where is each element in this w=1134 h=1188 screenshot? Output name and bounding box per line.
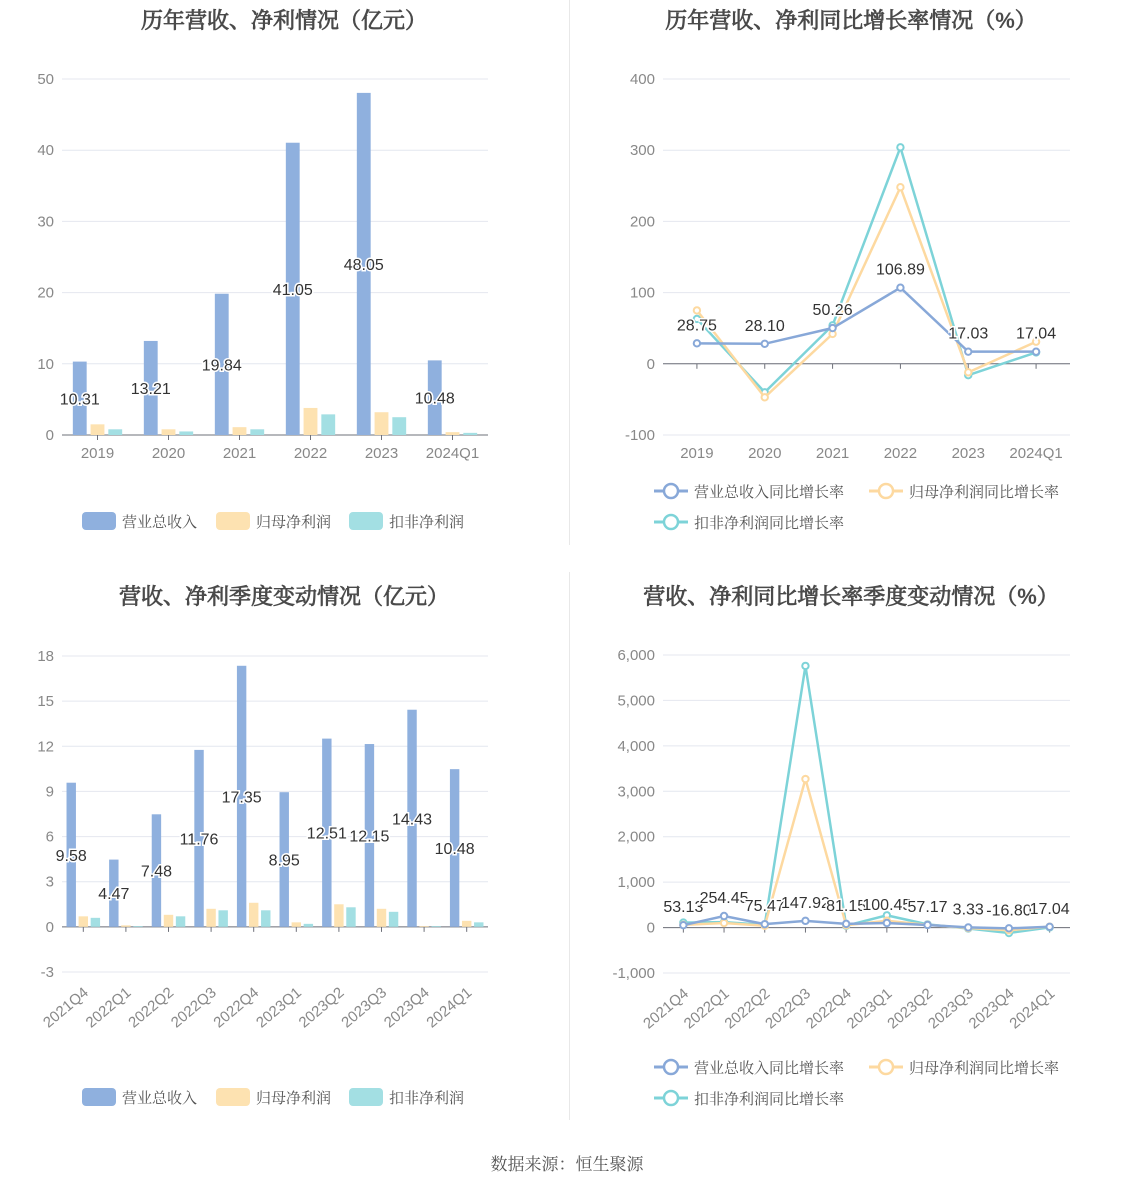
data-label: 19.84 [201, 357, 242, 375]
chart-title: 历年营收、净利同比增长率情况（%） [665, 8, 1037, 33]
y-tick-label: 15 [37, 693, 54, 711]
data-label: 3.33 [952, 901, 984, 919]
data-point [694, 307, 700, 313]
data-label: 147.92 [780, 894, 830, 912]
data-point [802, 663, 808, 669]
data-label: 41.05 [272, 281, 313, 299]
y-tick-label: 4,000 [617, 737, 655, 755]
bar [108, 429, 122, 435]
legend-swatch [349, 1088, 383, 1106]
x-tick-label: 2022 [293, 445, 328, 462]
y-tick-label: 3,000 [617, 783, 655, 801]
x-tick-label: 2023Q2 [884, 985, 937, 1033]
data-label: 81.15 [826, 897, 867, 915]
y-tick-label: 30 [37, 213, 54, 231]
bar [346, 907, 355, 927]
legend-label: 营业总收入同比增长率 [694, 484, 845, 501]
legend-marker [664, 484, 678, 498]
y-tick-label: 0 [45, 918, 54, 936]
legend-marker [664, 1060, 678, 1074]
y-tick-label: -1,000 [612, 965, 655, 982]
chart-title: 历年营收、净利情况（亿元） [140, 8, 427, 33]
data-label: 12.51 [306, 825, 347, 843]
data-label: 57.17 [907, 898, 948, 916]
legend-swatch [216, 1088, 250, 1106]
bar [233, 427, 247, 435]
data-point [1006, 925, 1012, 931]
data-point [802, 776, 808, 782]
panel-quarter-line [568, 570, 1134, 1120]
y-tick-label: 20 [37, 284, 54, 302]
x-tick-label: 2024Q1 [1006, 985, 1059, 1033]
data-point [897, 184, 903, 190]
data-label: 13.21 [130, 380, 171, 398]
bar [206, 909, 215, 927]
panel-quarter-bar [0, 570, 568, 1120]
bar [261, 910, 270, 927]
x-tick-label: 2021Q4 [640, 985, 692, 1033]
bar [218, 910, 227, 927]
y-tick-label: 50 [37, 71, 54, 88]
x-tick-label: 2022Q2 [125, 984, 178, 1032]
x-tick-label: 2024Q1 [425, 445, 480, 462]
y-tick-label: 2,000 [617, 828, 655, 846]
y-tick-label: 300 [629, 142, 655, 160]
bar [321, 414, 335, 435]
vertical-divider-bottom [569, 572, 570, 1120]
legend-label: 营业总收入同比增长率 [694, 1060, 845, 1077]
data-point [897, 284, 903, 290]
data-label: 4.47 [98, 886, 130, 904]
data-point [762, 921, 768, 927]
legend-swatch [82, 1088, 116, 1106]
quarter-line-chart [568, 570, 1134, 1120]
data-point [965, 348, 971, 354]
bar [375, 412, 389, 435]
bar [91, 918, 100, 927]
x-tick-label: 2023Q3 [924, 985, 977, 1033]
bar [249, 903, 258, 927]
data-point [924, 922, 930, 928]
legend-label: 归母净利润同比增长率 [909, 1060, 1060, 1077]
x-tick-label: 2020 [748, 445, 782, 462]
x-tick-label: 2023Q4 [965, 985, 1018, 1033]
bar [304, 408, 318, 435]
bar [431, 926, 440, 927]
x-tick-label: 2020 [151, 445, 186, 462]
x-tick-label: 2021 [222, 445, 257, 462]
x-tick-label: 2022 [883, 445, 918, 462]
legend-marker [879, 484, 893, 498]
legend-marker [879, 1060, 893, 1074]
bar [377, 909, 386, 927]
bar [179, 431, 193, 435]
y-tick-label: 1,000 [617, 874, 655, 892]
data-label: 53.13 [663, 899, 704, 917]
data-label: 7.48 [140, 863, 173, 881]
y-tick-label: -3 [40, 964, 54, 981]
vertical-divider-top [569, 0, 570, 545]
y-tick-label: 100 [629, 284, 655, 302]
x-tick-label: 2023Q1 [843, 985, 896, 1033]
data-label: 48.05 [343, 256, 384, 274]
bar [463, 433, 477, 435]
bar [474, 922, 483, 927]
bar [176, 916, 185, 927]
x-tick-label: 2023 [951, 445, 985, 462]
y-tick-label: 6,000 [617, 647, 655, 664]
x-tick-label: 2022Q4 [210, 984, 263, 1032]
x-tick-label: 2024Q1 [423, 984, 476, 1032]
data-point [721, 920, 727, 926]
legend-label: 营业总收入 [122, 514, 198, 531]
data-label: 75.47 [744, 898, 785, 916]
y-tick-label: 10 [37, 355, 54, 373]
x-tick-label: 2023Q2 [295, 984, 348, 1032]
data-label: 28.10 [744, 317, 785, 335]
panel-annual-line [568, 0, 1134, 545]
data-label: 10.48 [414, 390, 455, 408]
data-point [897, 144, 903, 150]
data-point [965, 369, 971, 375]
bar [446, 432, 460, 435]
y-tick-label: 18 [37, 648, 54, 665]
bar [334, 904, 343, 927]
data-label: -16.80 [986, 902, 1032, 920]
data-label: 254.45 [699, 890, 749, 908]
x-tick-label: 2022Q3 [167, 984, 220, 1032]
data-label: 17.03 [948, 325, 989, 343]
legend-label: 归母净利润 [256, 514, 332, 531]
data-point [762, 341, 768, 347]
x-tick-label: 2022Q1 [680, 985, 733, 1033]
legend-swatch [82, 512, 116, 530]
data-point [762, 394, 768, 400]
data-label: 9.58 [55, 847, 87, 865]
x-tick-label: 2022Q4 [802, 985, 855, 1033]
data-point [802, 918, 808, 924]
data-point [694, 340, 700, 346]
x-tick-label: 2024Q1 [1009, 445, 1063, 462]
y-tick-label: 9 [45, 783, 54, 801]
data-label: 17.04 [1016, 325, 1057, 343]
y-tick-label: 5,000 [617, 692, 655, 710]
x-tick-label: 2019 [680, 445, 714, 462]
data-point [884, 920, 890, 926]
bar [462, 921, 471, 927]
y-tick-label: 0 [646, 355, 655, 373]
data-label: 10.48 [434, 841, 475, 859]
bar [133, 926, 142, 927]
bar [304, 924, 313, 927]
legend-marker [664, 515, 678, 529]
legend-label: 扣非净利润同比增长率 [694, 1091, 845, 1108]
x-tick-label: 2022Q2 [721, 985, 774, 1033]
data-point [1033, 348, 1039, 354]
x-tick-label: 2023 [364, 445, 399, 462]
legend-label: 扣非净利润 [389, 514, 465, 531]
data-point [1046, 924, 1052, 930]
x-tick-label: 2023Q3 [338, 984, 391, 1032]
x-tick-label: 2019 [80, 445, 115, 462]
chart-title: 营收、净利同比增长率季度变动情况（%） [643, 584, 1059, 609]
legend-swatch [349, 512, 383, 530]
legend-label: 归母净利润 [256, 1090, 332, 1107]
series-line [697, 147, 1036, 392]
data-point [829, 325, 835, 331]
x-tick-label: 2023Q4 [380, 984, 433, 1032]
y-tick-label: 3 [45, 873, 54, 891]
x-tick-label: 2021Q4 [40, 984, 92, 1032]
legend-label: 营业总收入 [122, 1090, 198, 1107]
legend-marker [664, 1091, 678, 1105]
chart-title: 营收、净利季度变动情况（亿元） [118, 584, 449, 609]
bar [164, 915, 173, 927]
y-tick-label: 6 [45, 828, 54, 846]
bar [419, 926, 428, 927]
data-point [680, 922, 686, 928]
x-tick-label: 2023Q1 [253, 984, 305, 1032]
panel-annual-bar [0, 0, 568, 545]
data-label: 17.35 [221, 789, 262, 807]
data-label: 100.45 [862, 897, 912, 915]
y-tick-label: 0 [45, 427, 54, 444]
data-point [843, 921, 849, 927]
bar [292, 922, 301, 927]
bar [392, 417, 406, 435]
data-label: 28.75 [676, 317, 717, 335]
legend-label: 扣非净利润同比增长率 [694, 515, 845, 532]
legend-swatch [216, 512, 250, 530]
legend-label: 归母净利润同比增长率 [909, 484, 1060, 501]
data-point [965, 924, 971, 930]
bar [91, 424, 105, 435]
y-tick-label: 40 [37, 142, 54, 160]
data-label: 50.26 [812, 302, 853, 320]
data-label: 10.31 [59, 391, 100, 409]
y-tick-label: 200 [629, 213, 655, 231]
x-tick-label: 2022Q3 [762, 985, 815, 1033]
quarter-bar-chart [0, 570, 568, 1120]
y-tick-label: 0 [646, 919, 655, 937]
bar [79, 916, 88, 927]
bar [389, 912, 398, 927]
bar [121, 925, 130, 927]
legend-label: 扣非净利润 [389, 1090, 465, 1107]
data-point [721, 913, 727, 919]
x-tick-label: 2021 [815, 445, 850, 462]
data-label: 17.04 [1029, 900, 1070, 918]
data-label: 11.76 [179, 831, 219, 849]
data-source: 数据来源：恒生聚源 [490, 1155, 644, 1174]
x-tick-label: 2022Q1 [82, 984, 135, 1032]
annual-bar-chart [0, 0, 568, 545]
data-label: 8.95 [268, 852, 300, 870]
bar [250, 429, 264, 435]
y-tick-label: -100 [624, 427, 655, 444]
bar [162, 429, 176, 435]
y-tick-label: 12 [37, 738, 54, 756]
y-tick-label: 400 [629, 71, 655, 88]
data-label: 106.89 [875, 261, 925, 279]
data-label: 14.43 [392, 811, 433, 829]
annual-line-chart [568, 0, 1134, 545]
data-label: 12.15 [349, 828, 390, 846]
